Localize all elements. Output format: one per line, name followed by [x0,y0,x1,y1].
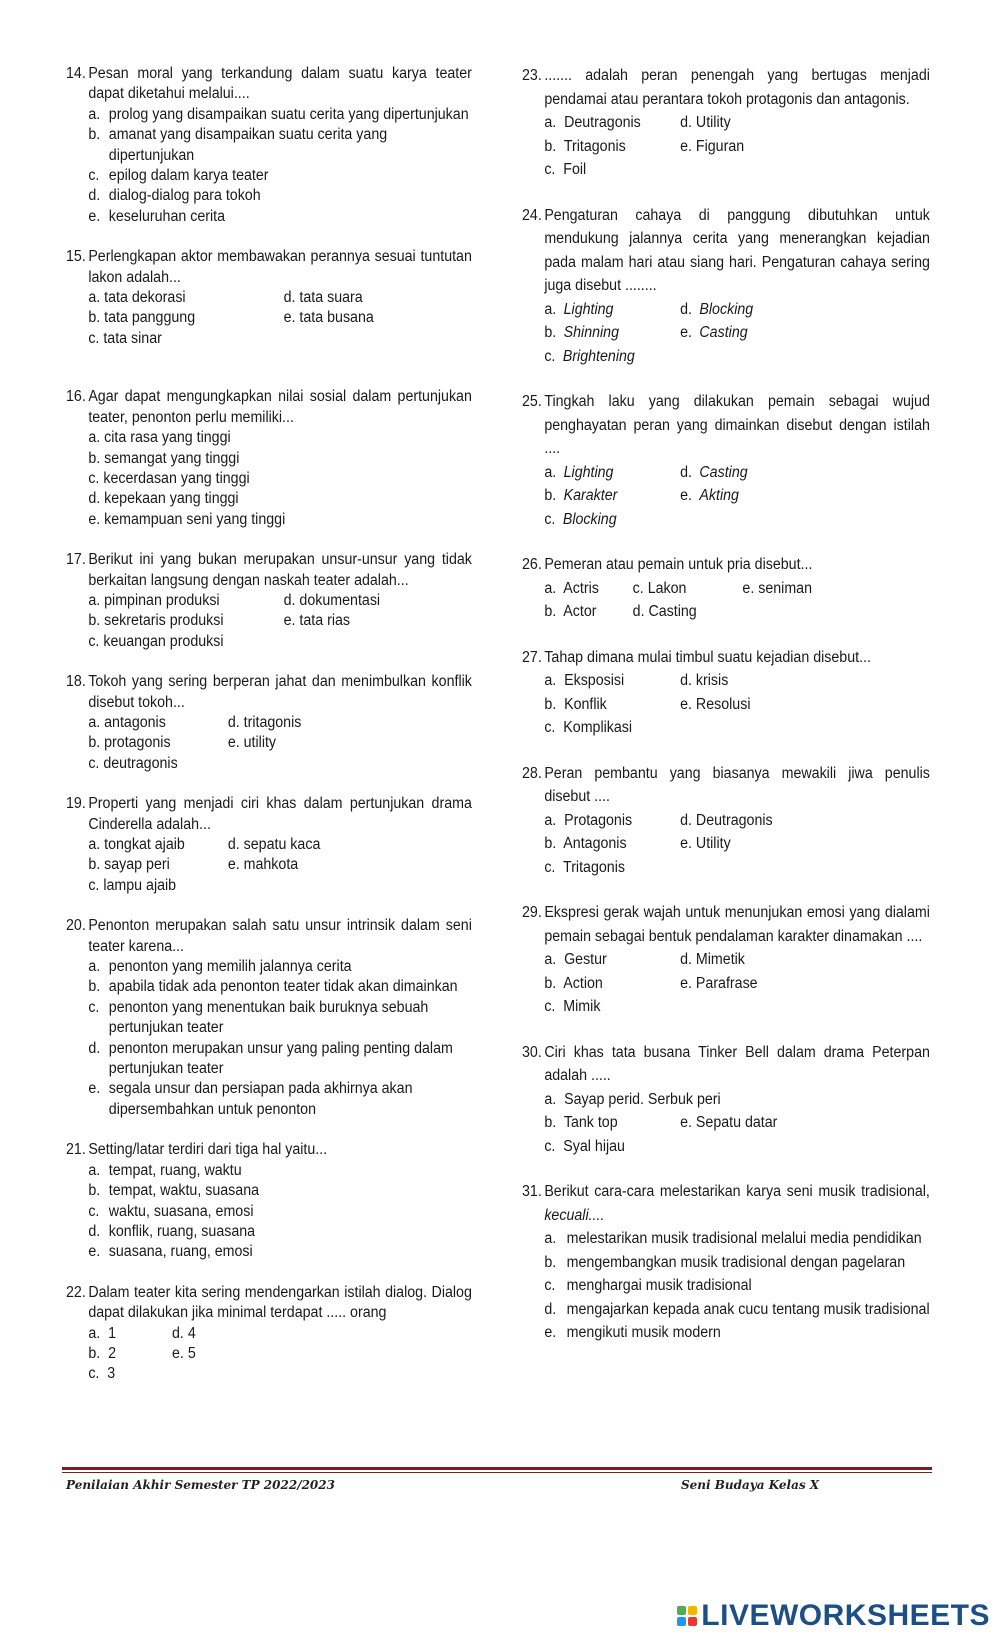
option-text: keseluruhan cerita [108,207,226,225]
question-stem [522,390,930,461]
option-letter: b. [544,324,557,341]
question-31 [522,1180,930,1345]
question-stem [522,762,930,809]
option-letter: d. [88,1039,101,1057]
answer-option[interactable] [88,1222,472,1242]
option-letter: b. [544,487,557,504]
answer-options [544,669,930,740]
option-text: penonton merupakan unsur yang paling penting dalam pertunjukan teater [108,1039,453,1078]
option-letter: a. [88,105,101,123]
answer-option[interactable] [88,166,472,186]
option-text: melestarikan musik tradisional melalui media pendidikan [566,1230,922,1247]
option-letter: d. [544,1300,557,1318]
option-text: penonton yang memilih jalannya cerita [108,958,352,976]
answer-option[interactable]: e. 5 [172,1344,196,1362]
option-letter: b. [88,126,101,144]
question-number: 27. [522,648,542,666]
answer-option[interactable]: a. Actris [544,579,599,597]
question-25 [522,390,930,531]
answer-options [544,298,930,369]
option-text: mengembangkan musik tradisional dengan pagelaran [566,1253,906,1271]
answer-option[interactable] [88,1039,472,1080]
option-text: epilog dalam karya teater [108,167,269,185]
answer-option[interactable]: d. 4 [172,1324,196,1342]
option-text: tempat, waktu, suasana [108,1182,260,1200]
option-letter: d. [88,187,101,205]
answer-option[interactable] [88,998,472,1039]
answer-option[interactable] [88,186,472,206]
answer-option[interactable]: a. pimpinan produksi [88,591,220,609]
answer-option[interactable]: a. Sayap perid. Serbuk peri [544,1090,721,1108]
answer-option[interactable]: a. cita rasa yang tinggi [88,429,231,447]
question-26 [522,553,930,624]
answer-option[interactable]: d. dokumentasi [283,591,381,609]
option-letter: c. [88,167,100,185]
option-letter: a. [544,300,557,318]
answer-option[interactable]: d. sepatu kaca [227,836,321,853]
answer-option[interactable]: c. Tritagonis [544,858,625,876]
answer-options [544,111,930,182]
question-16 [66,387,472,530]
footer-subject: Seni Budaya Kelas X [681,1478,820,1492]
brand-square [677,1606,686,1615]
answer-option[interactable]: b. tata panggung [88,309,196,327]
answer-option[interactable]: d. kepekaan yang tinggi [88,490,239,508]
question-stem [522,646,930,670]
answer-option[interactable]: c. Lakon [632,579,687,597]
answer-option[interactable] [88,1202,472,1222]
answer-option[interactable] [88,1242,472,1262]
question-stem [66,64,472,105]
answer-options [88,713,472,774]
brand-square [677,1617,686,1626]
question-number: 23. [522,67,542,84]
answer-option[interactable]: c. 3 [88,1365,116,1383]
option-text: suasana, ruang, emosi [108,1243,253,1261]
question-stem [522,553,930,577]
option-text: amanat yang disampaikan suatu cerita yang dipertunjukan [108,126,388,164]
answer-option[interactable]: d. Mimetik [680,951,745,968]
question-text: Setting/latar terdiri dari tiga hal yaitu... [88,1141,328,1159]
answer-option[interactable]: d. tata suara [283,289,363,307]
question-stem [522,901,930,948]
question-number: 25. [522,393,542,410]
answer-option[interactable]: b. Konflik [544,695,607,713]
question-stem [66,672,472,713]
footer-rule [62,1467,932,1470]
question-stem [66,550,472,591]
question-stem [522,1180,930,1227]
answer-option[interactable]: e. utility [227,734,277,752]
answer-option[interactable]: b. sayap peri [88,856,170,874]
answer-option[interactable]: e. Resolusi [680,695,751,713]
option-text: Shinning [563,324,620,341]
option-text: mengikuti musik modern [566,1324,721,1341]
option-letter: a. [544,463,557,481]
answer-option[interactable]: d. krisis [680,672,729,689]
question-21 [66,1140,472,1262]
answer-option[interactable]: e. Figuran [680,137,745,155]
option-text: Blocking [562,510,617,528]
option-text: Brightening [562,347,635,365]
question-stem [66,794,472,835]
answer-option[interactable]: e. Parafrase [680,974,758,992]
answer-options [88,591,472,652]
option-text: Karakter [563,487,618,504]
question-text: Ciri khas tata busana Tinker Bell dalam drama Peterpan adalah ..... [544,1043,930,1084]
question-text: Dalam teater kita sering mendengarkan istilah dialog. Dialog dapat dilakukan jika minimal terdapat ..... orang [88,1283,472,1322]
answer-option[interactable]: e. tata busana [283,309,374,327]
answer-option[interactable] [88,1161,472,1181]
option-text: prolog yang disampaikan suatu cerita yang dipertunjukan [108,105,469,123]
option-letter: c. [544,347,556,365]
question-number: 30. [522,1043,542,1061]
brand-square [688,1606,697,1615]
question-text: ....... adalah peran penengah yang bertugas menjadi pendamai atau perantara tokoh protagonis dan antagonis. [544,67,930,108]
answer-option[interactable]: e. seniman [742,579,813,597]
answer-option [680,1088,930,1112]
answer-option[interactable] [88,1079,472,1120]
question-20 [66,916,472,1120]
answer-option[interactable] [88,125,472,166]
question-text: Properti yang menjadi ciri khas dalam pertunjukan drama Cinderella adalah... [88,795,472,833]
answer-option[interactable] [680,298,930,322]
answer-option[interactable]: d. Deutragonis [680,811,773,829]
option-letter: e. [544,1324,557,1341]
question-text: Tingkah laku yang dilakukan pemain sebagai wujud penghayatan peran yang dimainkan disebut dengan istilah .... [544,393,930,457]
answer-option[interactable] [544,1227,930,1251]
option-text: mengajarkan kepada anak cucu tentang musik tradisional [566,1300,930,1318]
question-29 [522,901,930,1019]
option-text: segala unsur dan persiapan pada akhirnya akan dipersembahkan untuk penonton [108,1080,413,1118]
answer-option[interactable]: b. Tank top [544,1114,618,1131]
answer-option[interactable]: c. deutragonis [88,754,178,772]
option-letter: e. [88,1080,101,1098]
option-text: Blocking [699,300,754,318]
option-letter: d. [680,300,692,318]
answer-option[interactable] [544,298,680,322]
answer-option[interactable] [544,461,680,485]
option-text: apabila tidak ada penonton teater tidak akan dimainkan [108,978,458,996]
answer-option[interactable]: a. tongkat ajaib [88,836,185,853]
answer-option[interactable]: c. Syal hijau [544,1137,625,1155]
option-letter: d. [88,1222,101,1240]
answer-option[interactable]: c. lampu ajaib [88,876,177,894]
option-letter: e. [680,487,692,504]
answer-options [88,428,472,530]
answer-options [544,1227,930,1345]
option-letter: a. [544,1230,557,1247]
answer-options [544,948,930,1019]
answer-options [544,577,930,624]
question-text: Ekspresi gerak wajah untuk menunjukan emosi yang dialami pemain sebagai bentuk pendalaman karakter dinamakan .... [544,904,930,945]
option-letter: d. [680,463,692,481]
answer-option[interactable]: a. Protagonis [544,811,633,829]
option-letter: b. [88,978,101,996]
option-letter: e. [88,207,101,225]
right-column [522,64,930,1345]
answer-option[interactable]: c. Foil [544,161,587,178]
question-text: Penonton merupakan salah satu unsur intrinsik dalam seni teater karena... [88,917,472,955]
question-stem [66,1140,472,1160]
question-text: Berikut ini yang bukan merupakan unsur-unsur yang tidak berkaitan langsung dengan naskah teater adalah... [88,551,472,589]
answer-option[interactable]: c. keuangan produksi [88,632,224,650]
question-30 [522,1041,930,1159]
answer-option[interactable]: a. Deutragonis [544,114,641,131]
option-letter: c. [88,998,100,1016]
answer-options [88,105,472,227]
option-letter: a. [88,958,101,976]
answer-option[interactable]: e. kemampuan seni yang tinggi [88,510,286,528]
question-stem [66,247,472,288]
answer-option[interactable] [544,484,680,508]
answer-option[interactable]: b. 2 [88,1344,117,1362]
question-number: 31. [522,1183,542,1200]
answer-option[interactable]: b. Actor [544,603,597,620]
question-number: 16. [66,388,86,406]
answer-option[interactable]: a. 1 [88,1324,117,1342]
left-column [66,64,472,1385]
question-text: Pengaturan cahaya di panggung dibutuhkan untuk mendukung jalannya cerita yang menerangkan kejadian pada malam hari atau siang hari. Pengaturan cahaya sering juga disebut ........ [544,206,930,294]
answer-option[interactable]: b. sekretaris produksi [88,612,224,630]
answer-options [544,809,930,880]
answer-options [544,1088,930,1159]
answer-option[interactable]: b. semangat yang tinggi [88,449,240,467]
answer-option[interactable]: b. Antagonis [544,835,627,852]
question-number: 17. [66,551,86,569]
answer-option[interactable]: a. tata dekorasi [88,289,186,307]
question-28 [522,762,930,880]
answer-option[interactable] [88,105,472,125]
question-number: 21. [66,1141,86,1159]
question-22 [66,1283,472,1385]
question-text: Peran pembantu yang biasanya mewakili jiwa penulis disebut .... [544,764,930,805]
question-text: Tokoh yang sering berperan jahat dan menimbulkan konflik disebut tokoh... [88,673,472,711]
answer-option[interactable] [680,321,930,345]
answer-option[interactable] [544,345,680,369]
option-text: Lighting [563,463,614,481]
question-27 [522,646,930,740]
answer-options [88,1324,472,1385]
answer-option[interactable] [544,1251,930,1275]
answer-option[interactable]: c. Mimik [544,998,601,1015]
question-text: Tahap dimana mulai timbul suatu kejadian disebut... [544,648,871,666]
question-number: 19. [66,795,86,813]
answer-option[interactable] [88,977,472,997]
question-number: 28. [522,764,542,782]
answer-option[interactable]: b. Action [544,974,603,992]
answer-options [88,1161,472,1263]
option-text: menghargai musik tradisional [566,1277,752,1294]
question-text-part-italic: kecuali.... [544,1206,605,1224]
option-letter: b. [88,1182,101,1200]
footer-exam-title: Penilaian Akhir Semester TP 2022/2023 [66,1478,335,1492]
question-24 [522,204,930,369]
answer-options [544,461,930,532]
option-text: Casting [699,463,748,481]
question-stem [66,1283,472,1324]
option-letter: c. [544,1277,556,1294]
answer-options [88,957,472,1120]
answer-option[interactable] [88,957,472,977]
answer-option[interactable]: d. Casting [632,603,697,620]
answer-option[interactable]: a. Eksposisi [544,672,625,689]
brand-square [688,1617,697,1626]
answer-option[interactable] [88,1181,472,1201]
answer-options [88,835,472,896]
option-letter: e. [680,324,692,341]
question-text: Pemeran atau pemain untuk pria disebut... [544,556,813,573]
answer-option[interactable] [544,321,680,345]
question-text [544,1180,930,1227]
option-letter: b. [544,1253,557,1271]
question-stem [66,916,472,957]
option-text: Lighting [563,300,614,318]
question-number: 29. [522,904,542,921]
question-stem [522,1041,930,1088]
question-text: Pesan moral yang terkandung dalam suatu karya teater dapat diketahui melalui.... [88,65,472,103]
option-letter: c. [544,510,556,528]
option-text: Casting [699,324,748,341]
answer-option[interactable]: d. Utility [680,114,731,131]
answer-option[interactable] [544,1298,930,1322]
option-letter: a. [88,1161,101,1179]
answer-option[interactable]: a. antagonis [88,713,166,731]
answer-options [88,288,472,349]
option-text: dialog-dialog para tokoh [108,187,261,205]
question-text: Perlengkapan aktor membawakan perannya sesuai tuntutan lakon adalah... [88,248,472,286]
option-text: konflik, ruang, suasana [108,1222,256,1240]
question-18 [66,672,472,774]
answer-option[interactable] [88,207,472,227]
option-text: tempat, ruang, waktu [108,1161,242,1179]
option-letter: c. [88,1202,100,1220]
option-text: penonton yang menentukan baik buruknya sebuah pertunjukan teater [108,998,429,1037]
question-text: Agar dapat mengungkapkan nilai sosial dalam pertunjukan teater, penonton perlu memiliki... [88,388,472,426]
question-23 [522,64,930,182]
question-number: 15. [66,248,86,266]
question-number: 24. [522,206,542,224]
answer-option[interactable]: a. Gestur [544,951,607,968]
answer-option[interactable] [680,484,930,508]
question-14 [66,64,472,227]
question-number: 20. [66,917,86,935]
answer-option[interactable]: e. mahkota [227,856,299,874]
answer-option[interactable]: c. tata sinar [88,329,162,347]
answer-option[interactable]: c. Komplikasi [544,719,633,736]
answer-option[interactable]: c. kecerdasan yang tinggi [88,469,250,487]
question-19 [66,794,472,896]
brand-squares-icon [677,1606,697,1626]
answer-option[interactable] [544,1321,930,1345]
answer-option[interactable]: e. tata rias [283,612,351,630]
answer-option[interactable]: b. Tritagonis [544,137,626,155]
question-stem [522,204,930,298]
question-number: 18. [66,673,86,691]
question-number: 14. [66,65,86,82]
answer-option[interactable] [544,508,680,532]
option-text: waktu, suasana, emosi [108,1202,254,1220]
question-text-part: Berikut cara-cara melestarikan karya seni musik tradisional, [544,1183,930,1200]
brand-text: LIVEWORKSHEETS [701,1599,990,1632]
option-text: Akting [699,487,739,504]
answer-option[interactable] [680,461,930,485]
question-stem [522,64,930,111]
question-stem [66,387,472,428]
answer-option[interactable]: e. Sepatu datar [680,1114,778,1131]
question-number: 26. [522,556,542,573]
option-letter: e. [88,1243,101,1261]
answer-option[interactable]: b. protagonis [88,734,171,752]
brand-logo[interactable] [677,1599,990,1633]
answer-option[interactable]: e. Utility [680,835,731,852]
answer-option[interactable] [544,1274,930,1298]
question-17 [66,550,472,652]
answer-option[interactable]: d. tritagonis [227,713,302,731]
question-number: 22. [66,1283,86,1301]
question-15 [66,247,472,349]
footer-rule-thin [62,1472,932,1473]
